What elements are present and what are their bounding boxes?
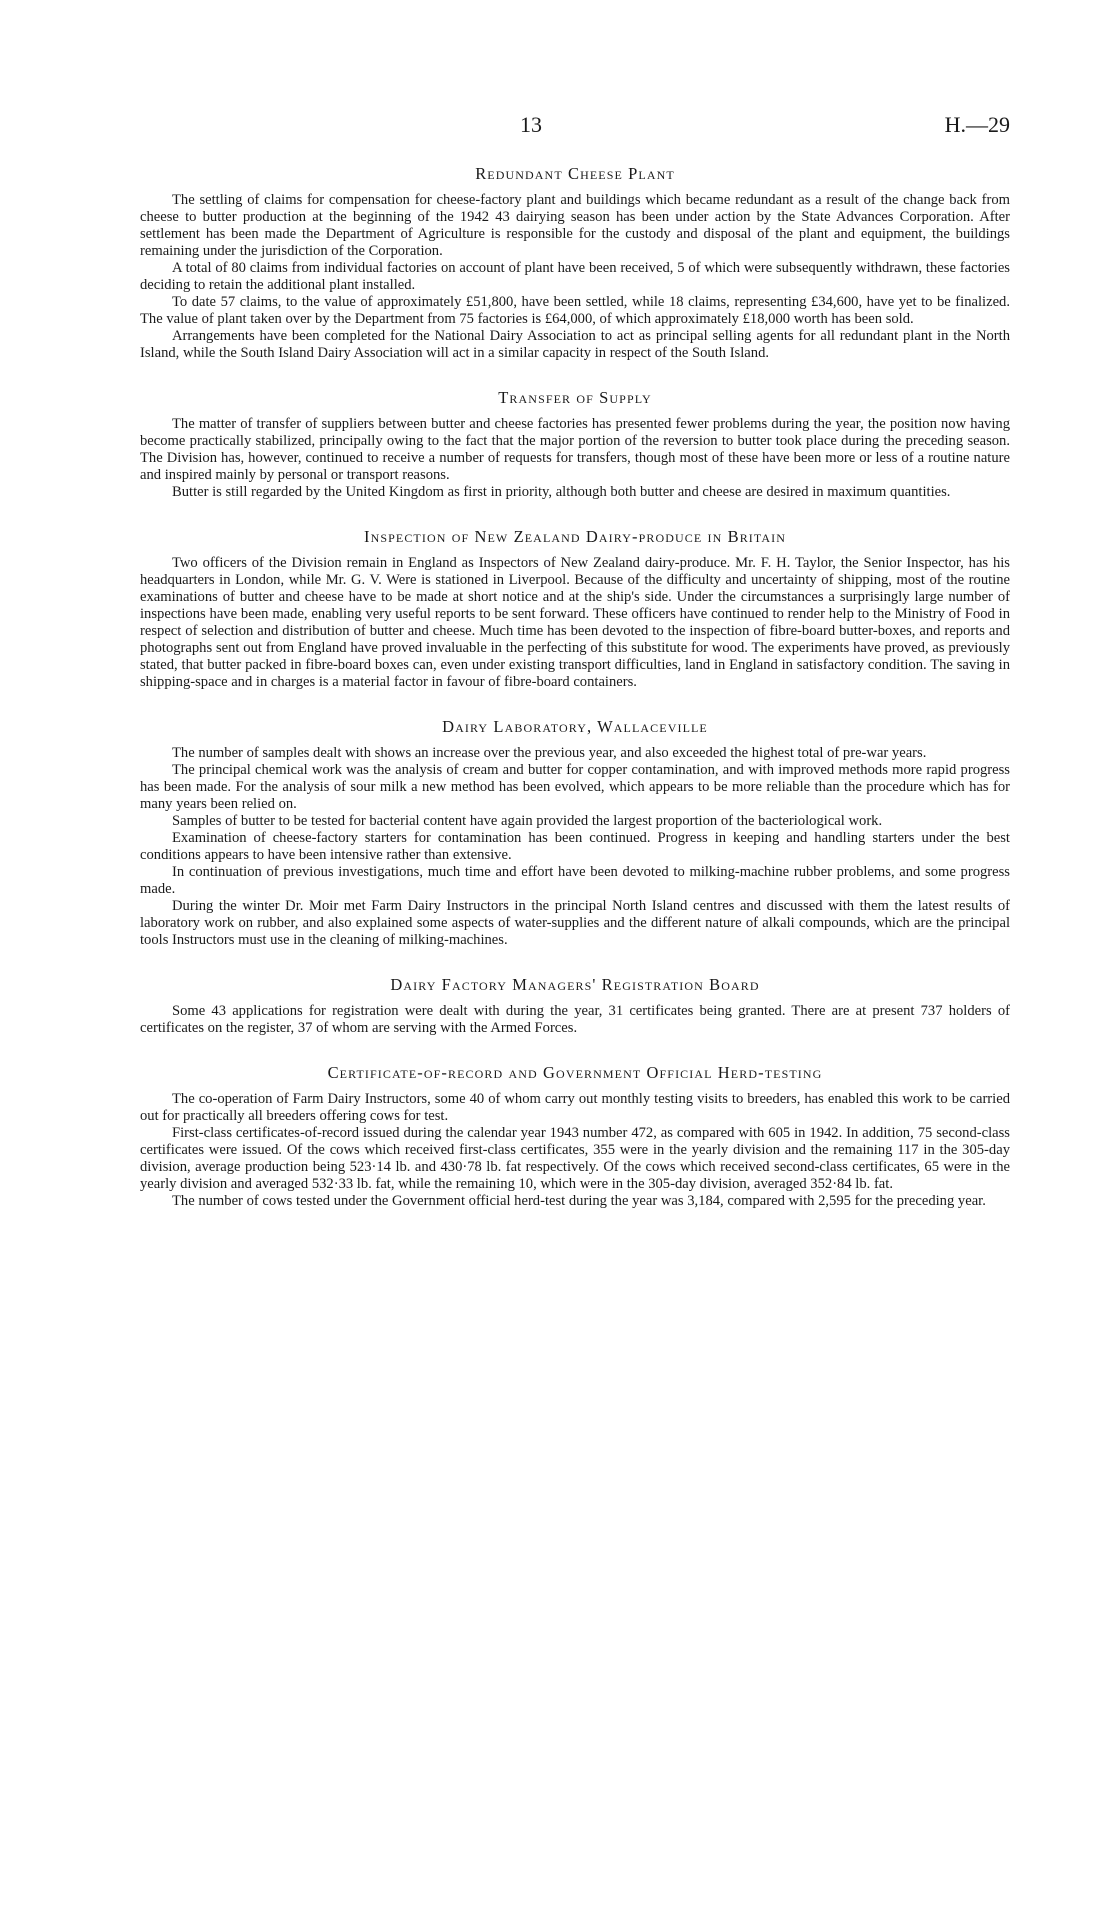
paragraph: In continuation of previous investigations, much time and effort have been devoted to milking-machine rubber problems, and some progress made. <box>140 864 1010 897</box>
paragraph: First-class certificates-of-record issued during the calendar year 1943 number 472, as compared with 605 in 1942. In addition, 75 second-class certificates were issued. Of the cows which received first-class certificates, 355 were in the yearly division and the remaining 117 in the 305-day division, average production being 523·14 lb. and 430·78 lb. fat respectively. Of the cows which received second-class certificates, 65 were in the yearly division and averaged 532·33 lb. fat, while the remaining 10, which were in the 305-day division, averaged 352·84 lb. fat. <box>140 1125 1010 1192</box>
section-heading: Inspection of New Zealand Dairy-produce in Britain <box>363 527 787 546</box>
page-number: 13 <box>520 112 542 137</box>
document-reference: H.—29 <box>944 112 1010 137</box>
section-registration-board <box>140 975 1010 1037</box>
paragraph: Arrangements have been completed for the National Dairy Association to act as principal selling agents for all redundant plant in the North Island, while the South Island Dairy Association will act in a similar capacity in respect of the South Island. <box>140 328 1010 361</box>
section-inspection-in-britain <box>140 527 1010 691</box>
paragraph: The number of samples dealt with shows an increase over the previous year, and also exceeded the highest total of pre-war years. <box>172 745 927 761</box>
paragraph: Some 43 applications for registration were dealt with during the year, 31 certificates being granted. There are at present 737 holders of certificates on the register, 37 of whom are serving with the Armed Forces. <box>140 1003 1010 1036</box>
paragraph: The matter of transfer of suppliers between butter and cheese factories has presented fewer problems during the year, the position now having become practically stabilized, principally owing to the fact that the major portion of the reversion to butter took place during the preceding season. The Division has, however, continued to receive a number of requests for transfers, though most of these have been more or less of a routine nature and inspired mainly by personal or transport reasons. <box>140 416 1010 483</box>
section-transfer-of-supply <box>140 388 1010 501</box>
paragraph: To date 57 claims, to the value of approximately £51,800, have been settled, while 18 claims, representing £34,600, have yet to be finalized. The value of plant taken over by the Department from 75 factories is £64,000, of which approximately £18,000 worth has been sold. <box>140 294 1010 327</box>
paragraph: The co-operation of Farm Dairy Instructors, some 40 of whom carry out monthly testing visits to breeders, has enabled this work to be carried out for practically all breeders offering cows for test. <box>140 1091 1010 1124</box>
section-heading: Certificate-of-record and Government Official Herd-testing <box>327 1063 823 1082</box>
section-heading: Dairy Factory Managers' Registration Board <box>390 975 760 994</box>
paragraph: Examination of cheese-factory starters for contamination has been continued. Progress in keeping and handling starters under the best conditions appears to have been intensive rather than extensive. <box>140 830 1010 863</box>
section-heading: Dairy Laboratory, Wallaceville <box>442 717 708 736</box>
section-redundant-cheese-plant <box>140 164 1010 362</box>
page-body <box>140 164 1010 1210</box>
paragraph: The principal chemical work was the analysis of cream and butter for copper contamination, and with improved methods more rapid progress has been made. For the analysis of sour milk a new method has been evolved, which appears to be more reliable than the procedure which has for many years been relied on. <box>140 762 1010 812</box>
section-heading: Transfer of Supply <box>498 388 652 407</box>
paragraph: The number of cows tested under the Government official herd-test during the year was 3,184, compared with 2,595 for the preceding year. <box>172 1193 986 1209</box>
paragraph: Butter is still regarded by the United Kingdom as first in priority, although both butter and cheese are desired in maximum quantities. <box>172 484 951 500</box>
paragraph: Samples of butter to be tested for bacterial content have again provided the largest proportion of the bacteriological work. <box>172 813 883 829</box>
section-herd-testing <box>140 1063 1010 1210</box>
section-heading: Redundant Cheese Plant <box>475 164 675 183</box>
paragraph: The settling of claims for compensation for cheese-factory plant and buildings which became redundant as a result of the change back from cheese to butter production at the beginning of the 1942 43 dairying season has been under action by the State Advances Corporation. After settlement has been made the Department of Agriculture is responsible for the custody and disposal of the plant and equipment, the buildings remaining under the jurisdiction of the Corporation. <box>140 192 1010 259</box>
section-dairy-laboratory <box>140 717 1010 949</box>
paragraph: A total of 80 claims from individual factories on account of plant have been received, 5 of which were subsequently withdrawn, these factories deciding to retain the additional plant installed. <box>140 260 1010 293</box>
paragraph: Two officers of the Division remain in England as Inspectors of New Zealand dairy-produce. Mr. F. H. Taylor, the Senior Inspector, has his headquarters in London, while Mr. G. V. Were is stationed in Liverpool. Because of the difficulty and uncertainty of shipping, most of the routine examinations of butter and cheese have to be made at short notice and at the ship's side. Under the circumstances a surprisingly large number of inspections have been made, enabling very useful reports to be sent forward. These officers have continued to render help to the Ministry of Food in respect of selection and distribution of butter and cheese. Much time has been devoted to the inspection of fibre-board butter-boxes, and reports and photographs sent out from England have proved invaluable in the perfecting of this substitute for wood. The experiments have proved, as previously stated, that butter packed in fibre-board boxes can, even under existing transport difficulties, land in England in satisfactory condition. The saving in shipping-space and in charges is a material factor in favour of fibre-board containers. <box>140 555 1010 690</box>
paragraph: During the winter Dr. Moir met Farm Dairy Instructors in the principal North Island centres and discussed with them the latest results of laboratory work on rubber, and also explained some aspects of water-supplies and the different nature of alkali compounds, which are the principal tools Instructors must use in the cleaning of milking-machines. <box>140 898 1010 948</box>
